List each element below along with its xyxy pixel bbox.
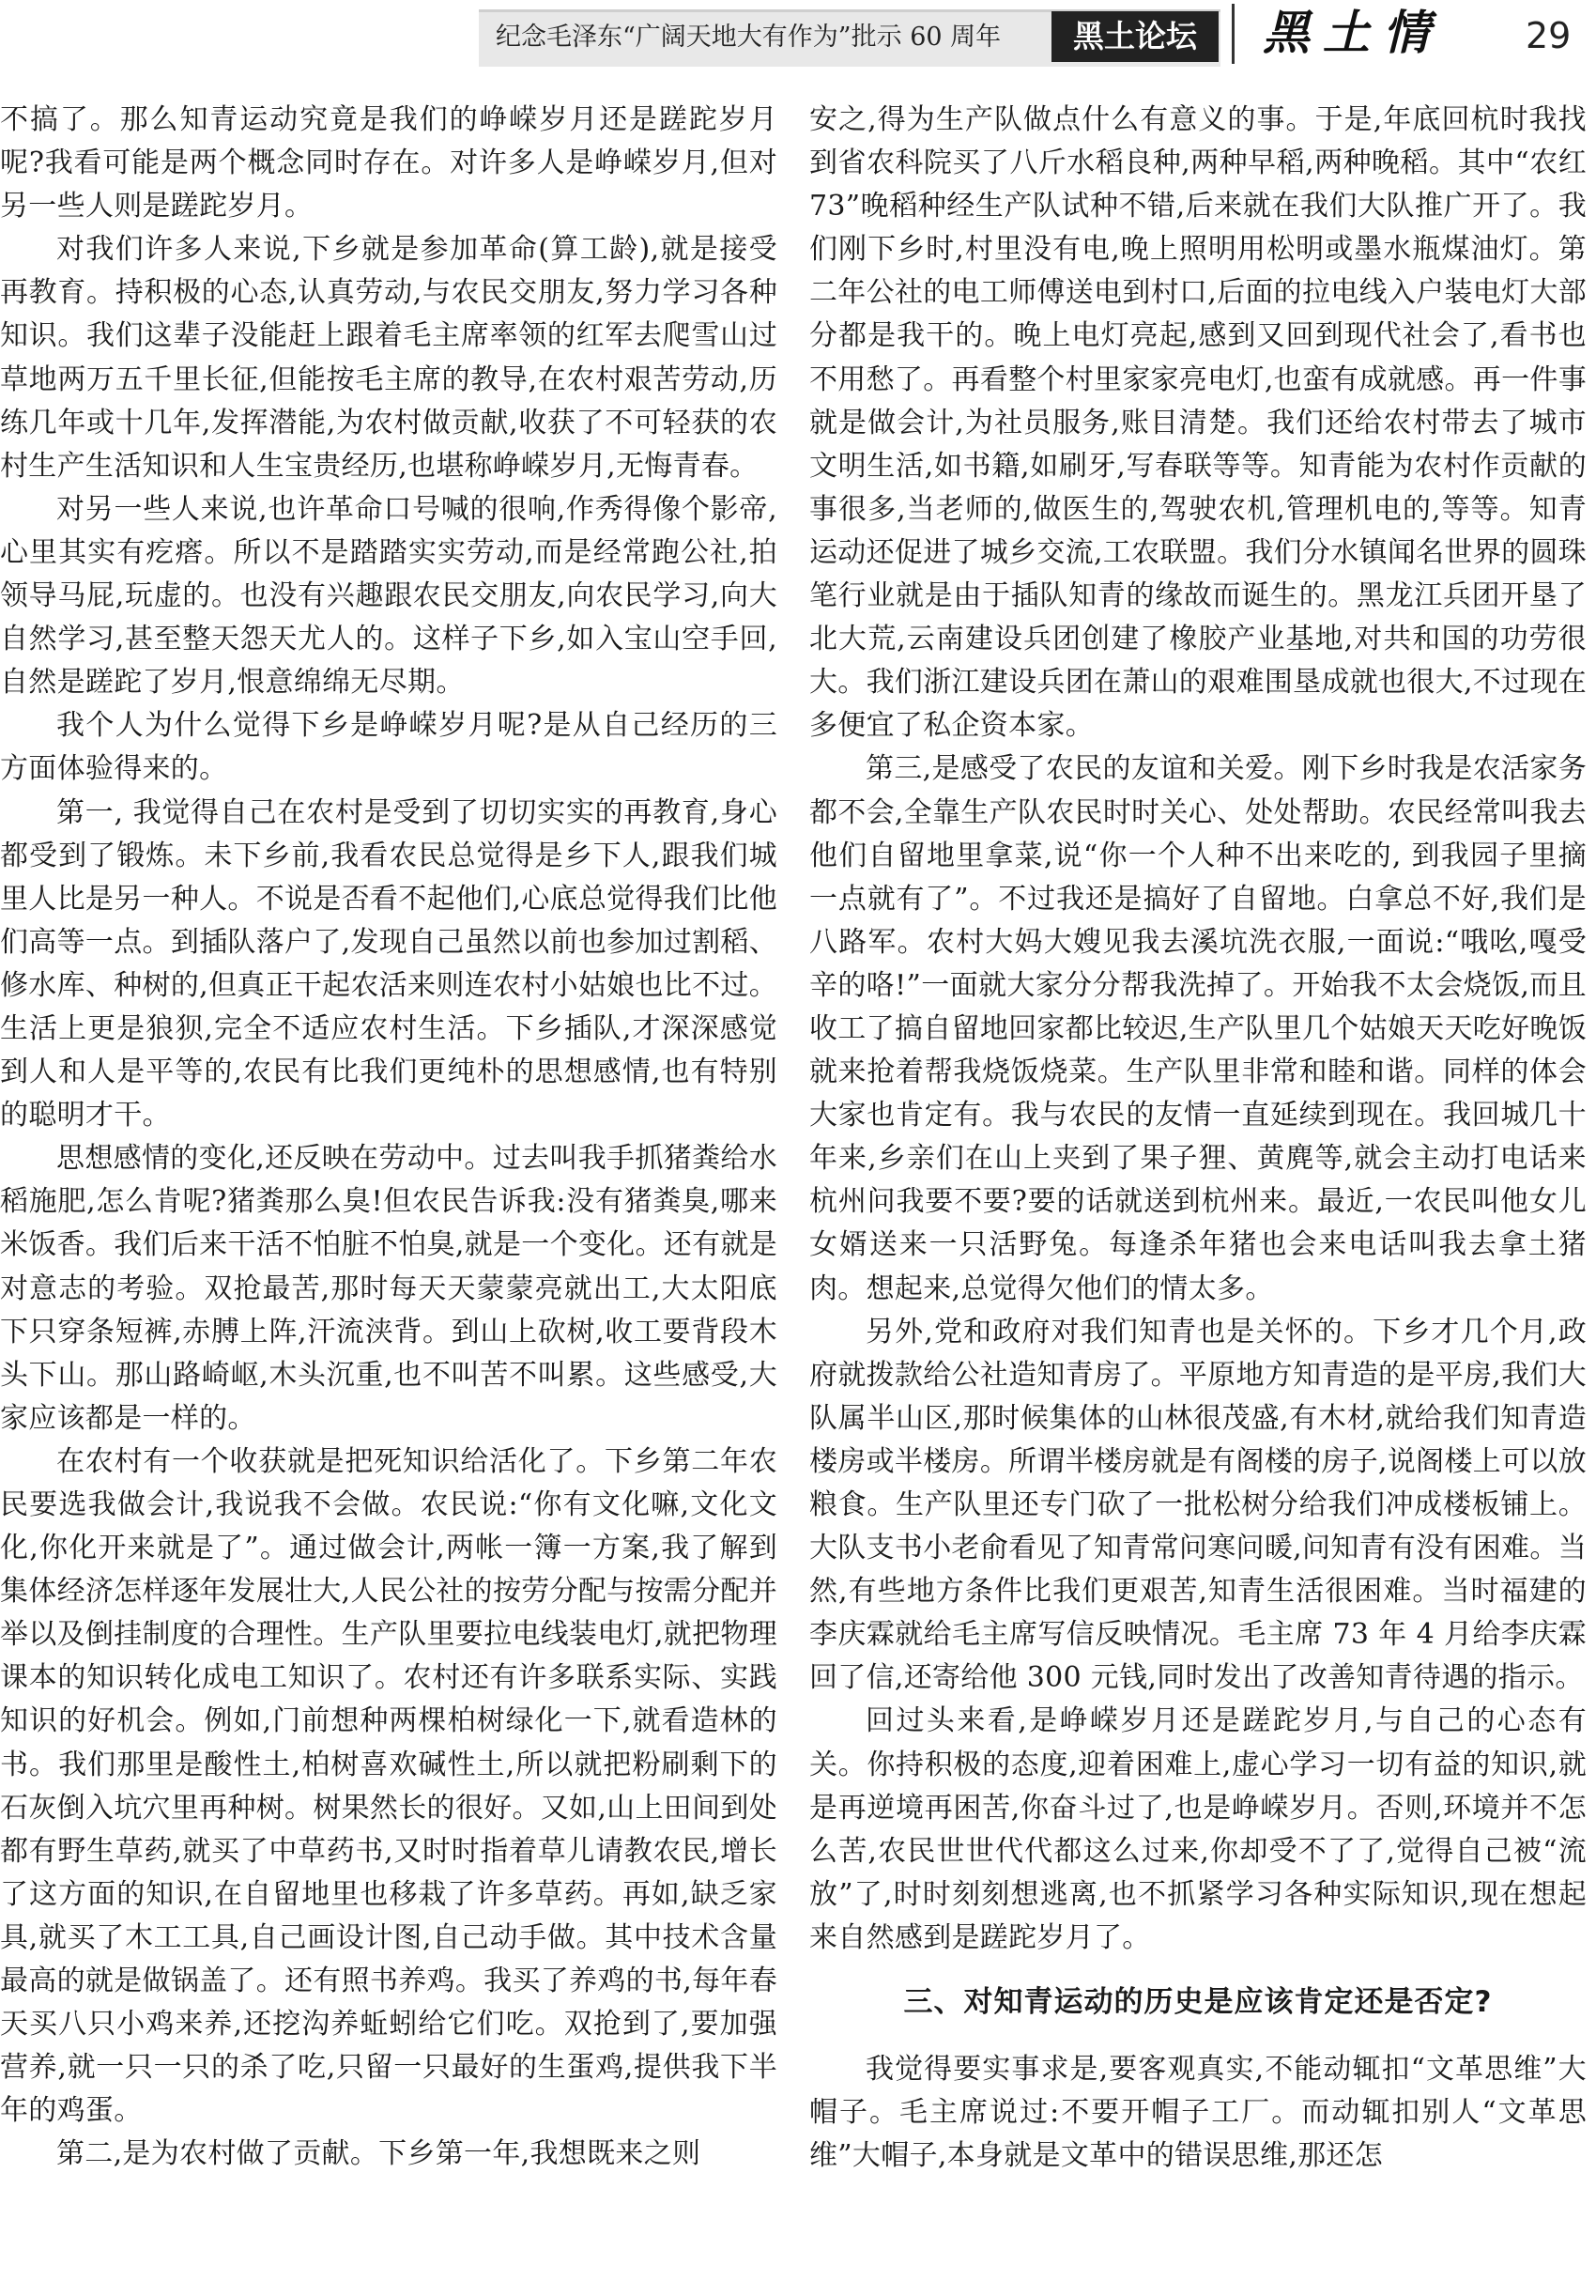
left-column [0, 99, 777, 2291]
page-number: 29 [1526, 15, 1572, 56]
right-column [809, 99, 1587, 2291]
paragraph: 回过头来看,是峥嵘岁月还是蹉跎岁月,与自己的心态有关。你持积极的态度,迎着困难上,虚心学习一切有益的知识,就是再逆境再困苦,你奋斗过了,也是峥嵘岁月。否则,环境并不怎么苦,农民世世代代都这么过来,你却受不了了,觉得自己被“流放”了,时时刻刻想逃离,也不抓紧学习各种实际知识,现在想起来自然感到是蹉跎岁月了。 [809, 1704, 1587, 1954]
paragraph: 对我们许多人来说,下乡就是参加革命(算工龄),就是接受再教育。持积极的心态,认真劳动,与农民交朋友,努力学习各种知识。我们这辈子没能赶上跟着毛主席率领的红军去爬雪山过草地两万五千里长征,但能按毛主席的教导,在农村艰苦劳动,历练几年或十几年,发挥潜能,为农村做贡献,收获了不可轻获的农村生产生活知识和人生宝贵经历,也堪称峥嵘岁月,无悔青春。 [0, 233, 777, 483]
commemoration-title: 纪念毛泽东“广阔天地大有作为”批示 60 周年 [496, 23, 1002, 52]
header-divider [1232, 4, 1235, 64]
magazine-logo: 黑土情 [1263, 5, 1443, 60]
paragraph: 不搞了。那么知青运动究竟是我们的峥嵘岁月还是蹉跎岁月呢?我看可能是两个概念同时存在。对许多人是峥嵘岁月,但对另一些人则是蹉跎岁月。 [0, 103, 777, 223]
paragraph: 安之,得为生产队做点什么有意义的事。于是,年底回杭时我找到省农科院买了八斤水稻良种,两种早稻,两种晚稻。其中“农红 73”晚稻种经生产队试种不错,后来就在我们大队推广开了。我们刚下乡时,村里没有电,晚上照明用松明或墨水瓶煤油灯。第二年公社的电工师傅送电到村口,后面的拉电线入户装电灯大部分都是我干的。晚上电灯亮起,感到又回到现代社会了,看书也不用愁了。再看整个村里家家亮电灯,也蛮有成就感。再一件事就是做会计,为社员服务,账目清楚。我们还给农村带去了城市文明生活,如书籍,如刷牙,写春联等等。知青能为农村作贡献的事很多,当老师的,做医生的,驾驶农机,管理机电的,等等。知青运动还促进了城乡交流,工农联盟。我们分水镇闻名世界的圆珠笔行业就是由于插队知青的缘故而诞生的。黑龙江兵团开垦了北大荒,云南建设兵团创建了橡胶产业基地,对共和国的功劳很大。我们浙江建设兵团在萧山的艰难围垦成就也很大,不过现在多便宜了私企资本家。 [809, 103, 1587, 743]
column-name-badge: 黑土论坛 [1051, 11, 1219, 62]
section-heading: 三、对知青运动的历史是应该肯定还是否定? [903, 1985, 1493, 2020]
paragraph: 我个人为什么觉得下乡是峥嵘岁月呢?是从自己经历的三方面体验得来的。 [0, 709, 777, 786]
paragraph: 第二,是为农村做了贡献。下乡第一年,我想既来之则 [56, 2137, 701, 2171]
paragraph: 第一, 我觉得自己在农村是受到了切切实实的再教育,身心都受到了锻炼。未下乡前,我看农民总觉得是乡下人,跟我们城里人比是另一种人。不说是否看不起他们,心底总觉得我们比他们高等一点。到插队落户了,发现自己虽然以前也参加过割稻、修水库、种树的,但真正干起农活来则连农村小姑娘也比不过。生活上更是狼狈,完全不适应农村生活。下乡插队,才深深感觉到人和人是平等的,农民有比我们更纯朴的思想感情,也有特别的聪明才干。 [0, 795, 777, 1133]
paragraph: 第三,是感受了农民的友谊和关爱。刚下乡时我是农活家务都不会,全靠生产队农民时时关心、处处帮助。农民经常叫我去他们自留地里拿菜,说“你一个人种不出来吃的, 到我园子里摘一点就有了”。不过我还是搞好了自留地。白拿总不好,我们是八路军。农村大妈大嫂见我去溪坑洗衣服,一面说:“哦吆,嘎受辛的咯!”一面就大家分分帮我洗掉了。开始我不太会烧饭,而且收工了搞自留地回家都比较迟,生产队里几个姑娘天天吃好晚饭就来抢着帮我烧饭烧菜。生产队里非常和睦和谐。同样的体会大家也肯定有。我与农民的友情一直延续到现在。我回城几十年来,乡亲们在山上夹到了果子狸、黄麂等,就会主动打电话来杭州问我要不要?要的话就送到杭州来。最近,一农民叫他女儿女婿送来一只活野兔。每逢杀年猪也会来电话叫我去拿土猪肉。想起来,总觉得欠他们的情太多。 [809, 752, 1587, 1305]
paragraph: 思想感情的变化,还反映在劳动中。过去叫我手抓猪粪给水稻施肥,怎么肯呢?猪粪那么臭!但农民告诉我:没有猪粪臭,哪来米饭香。我们后来干活不怕脏不怕臭,就是一个变化。还有就是对意志的考验。双抢最苦,那时每天天蒙蒙亮就出工,大太阳底下只穿条短裤,赤膊上阵,汗流浃背。到山上砍树,收工要背段木头下山。那山路崎岖,木头沉重,也不叫苦不叫累。这些感受,大家应该都是一样的。 [0, 1142, 777, 1435]
page-header [0, 0, 1596, 75]
paragraph: 在农村有一个收获就是把死知识给活化了。下乡第二年农民要选我做会计,我说我不会做。农民说:“你有文化嘛,文化文化,你化开来就是了”。通过做会计,两帐一簿一方案,我了解到集体经济怎样逐年发展壮大,人民公社的按劳分配与按需分配并举以及倒挂制度的合理性。生产队里要拉电线装电灯,就把物理课本的知识转化成电工知识了。农村还有许多联系实际、实践知识的好机会。例如,门前想种两棵柏树绿化一下,就看造林的书。我们那里是酸性土,柏树喜欢碱性土,所以就把粉刷剩下的石灰倒入坑穴里再种树。树果然长的很好。又如,山上田间到处都有野生草药,就买了中草药书,又时时指着草儿请教农民,增长了这方面的知识,在自留地里也移栽了许多草药。再如,缺乏家具,就买了木工工具,自己画设计图,自己动手做。其中技术含量最高的就是做锅盖了。还有照书养鸡。我买了养鸡的书,每年春天买八只小鸡来养,还挖沟养蚯蚓给它们吃。双抢到了,要加强营养,就一只一只的杀了吃,只留一只最好的生蛋鸡,提供我下半年的鸡蛋。 [0, 1444, 777, 2128]
paragraph: 我觉得要实事求是,要客观真实,不能动辄扣“文革思维”大帽子。毛主席说过:不要开帽子工厂。而动辄扣别人“文革思维”大帽子,本身就是文革中的错误思维,那还怎 [809, 2053, 1587, 2173]
paragraph: 对另一些人来说,也许革命口号喊的很响,作秀得像个影帝,心里其实有疙瘩。所以不是踏踏实实劳动,而是经常跑公社,拍领导马屁,玩虚的。也没有兴趣跟农民交朋友,向农民学习,向大自然学习,甚至整天怨天尤人的。这样子下乡,如入宝山空手回,自然是蹉跎了岁月,恨意绵绵无尽期。 [0, 492, 777, 700]
paragraph: 另外,党和政府对我们知青也是关怀的。下乡才几个月,政府就拨款给公社造知青房了。平原地方知青造的是平房,我们大队属半山区,那时候集体的山林很茂盛,有木材,就给我们知青造楼房或半楼房。所谓半楼房就是有阁楼的房子,说阁楼上可以放粮食。生产队里还专门砍了一批松树分给我们冲成楼板铺上。大队支书小老俞看见了知青常问寒问暖,问知青有没有困难。当然,有些地方条件比我们更艰苦,知青生活很困难。当时福建的李庆霖就给毛主席写信反映情况。毛主席 73 年 4 月给李庆霖回了信,还寄给他 300 元钱,同时发出了改善知青待遇的指示。 [809, 1315, 1587, 1695]
